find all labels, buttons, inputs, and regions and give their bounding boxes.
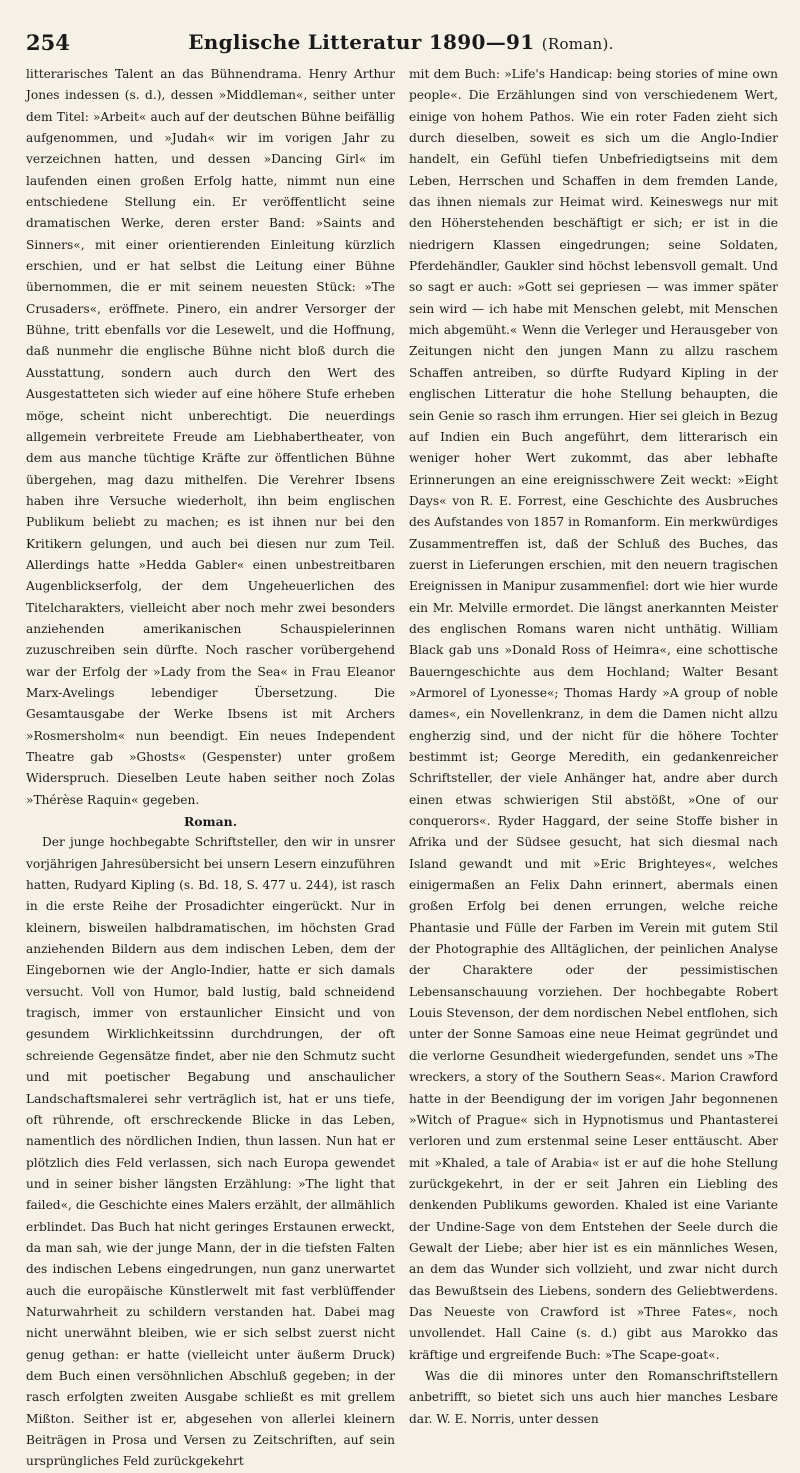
paragraph-novels: mit dem Buch: »Life's Handicap: being stories of mine own people«. Die Erzählungen sind von verschiedenem Wert, einige von hohem Pathos. Wie ein roter Faden zieht sich durch dieselben, soweit es sich um die Anglo-Indier handelt, ein Gefühl tiefen Unbefriedigtseins mit dem Leben, Herrschen und Schaffen in dem fremden Lande, das ihnen niemals zur Heimat wird. Keineswegs nur mit den Höherstehenden beschäftigt er sich; er ist in die niedrigern Klassen eingedrungen; seine Soldaten, Pferdehändler, Gaukler sind höchst lebensvoll gemalt. Und so sagt er auch: »Gott sei gepriesen — was immer später sein wird — ich habe mit Menschen gelebt, mit Menschen mich abgemüht.« Wenn die Verleger und Herausgeber von Zeitungen nicht den jungen Mann zu allzu raschem Schaffen antreiben, so dürfte Rudyard Kipling in der englischen Litteratur die hohe Stellung behaupten, die sein Genie so rasch ihm errungen. Hier sei gleich in Bezug auf Indien ein Buch angeführt, dem litterarisch ein weniger hoher Wert zukommt, das aber lebhafte Erinnerungen an eine ereignisschwere Zeit weckt: »Eight Days« von R. E. Forrest, eine Geschichte des Ausbruches des Aufstandes von 1857 in Romanform. Ein merkwürdiges Zusammentreffen ist, daß der Schluß des Buches, das zuerst in Lieferungen erschien, mit den neuern tragischen Ereignissen in Manipur zusammenfiel: dort wie hier wurde ein Mr. Melville ermordet. Die längst anerkannten Meister des englischen Romans waren nicht unthätig. William Black gab uns »Donald Ross of Heimra«, eine schottische Bauerngeschichte aus dem Hochland; Walter Besant »Armorel of Lyonesse«; Thomas Hardy »A group of noble dames«, ein Novellenkranz, in dem die Damen nicht allzu engherzig sind, und der nicht für die höhere Tochter bestimmt ist; George Meredith, ein gedankenreicher Schriftsteller, der viele Anhänger hat, andre aber durch einen etwas schwierigen Stil abstößt, »One of our conquerors«. Ryder Haggard, der seine Stoffe bisher in Afrika und der Südsee gesucht, hat sich diesmal nach Island gewandt und mit »Eric Brighteyes«, welches einigermaßen an Felix Dahn erinnert, abermals einen großen Erfolg bei denen errungen, welche reiche Phantasie und Fülle der Farben im Verein mit gutem Stil der Photographie des Alltäglichen, der peinlichen Analyse der Charaktere oder der pessimistischen Lebensanschauung vorziehen. Der hochbegabte Robert Louis Stevenson, der dem nordischen Nebel entflohen, sich unter der Sonne Samoas eine neue Heimat gegründet und die verlorne Gesundheit wiedergefunden, sendet uns »The wreckers, a story of the Southern Seas«. Marion Crawford hatte in der Beendigung der im vorigen Jahr begonnenen »Witch of Prague« sich in Hypnotismus und Phantasterei verloren und zum erstenmal seine Leser enttäuscht. Aber mit »Khaled, a tale of Arabia« ist er auf die hohe Stellung zurückgekehrt, in der er seit Jahren ein Liebling des denkenden Publikums geworden. Khaled ist eine Variante der Undine-Sage von dem Entstehen der Seele durch die Gewalt der Liebe; aber hier ist es ein männliches Wesen, an dem das Wunder sich vollzieht, und zwar nicht durch das Bewußtsein des Liebens, sondern des Geliebtwerdens. Das Neueste von Crawford ist »Three Fates«, noch unvollendet. Hall Caine (s. d.) gibt aus Marokko das kräftige und ergreifende Buch: »The Scape-goat«. [409, 67, 778, 1362]
running-title-subtitle: (Roman). [541, 35, 614, 53]
running-head [26, 24, 776, 58]
text-columns [26, 64, 778, 1469]
paragraph-drama: litterarisches Talent an das Bühnendrama. Henry Arthur Jones indessen (s. d.), dessen »Middleman«, seither unter dem Titel: »Arbeit« auch auf der deutschen Bühne beifällig aufgenommen, und »Judah« wir im vorigen Jahr zu verzeichnen hatten, und dessen »Dancing Girl« im laufenden einen großen Erfolg hatte, nimmt nun eine entschiedene Stellung ein. Er veröffentlicht seine dramatischen Werke, deren erster Band: »Saints and Sinners«, mit einer orientierenden Einleitung kürzlich erschien, und er hat selbst die Leitung einer Bühne übernommen, die er mit seinem neuesten Stück: »The Crusaders«, eröffnete. Pinero, ein andrer Versorger der Bühne, tritt ebenfalls vor die Lesewelt, und die Hoffnung, daß nunmehr die englische Bühne nicht bloß durch die Ausstattung, sondern auch durch den Wert des Ausgestatteten sich wieder auf eine höhere Stufe erheben möge, scheint nicht unberechtigt. Die neuerdings allgemein verbreitete Freude am Liebhabertheater, von dem aus manche tüchtige Kräfte zur öffentlichen Bühne übergehen, mag dazu mithelfen. Die Verehrer Ibsens haben ihre Versuche wiederholt, ihn beim englischen Publikum beliebt zu machen; es ist ihnen nur bei den Kritikern gelungen, und auch bei diesen nur zum Teil. Allerdings hatte »Hedda Gabler« einen unbestreitbaren Augenblickserfolg, der dem Ungeheuerlichen des Titelcharakters, vielleicht aber noch mehr zwei besonders anziehenden amerikanischen Schauspielerinnen zuzuschreiben sein dürfte. Noch rascher vorübergehend war der Erfolg der »Lady from the Sea« in Frau Eleanor Marx-Avelings lebendiger Übersetzung. Die Gesamtausgabe der Werke Ibsens ist mit Archers »Rosmersholm« nun beendigt. Ein neues Independent Theatre gab »Ghosts« (Gespenster) unter großem Widerspruch. Dieselben Leute haben seither noch Zolas »Thérèse Raquin« gegeben. [26, 67, 395, 807]
running-title-text: Englische Litteratur 1890—91 [188, 30, 535, 54]
left-column [26, 64, 395, 1469]
right-column [409, 64, 778, 1426]
paragraph-dii-minores: Was die dii minores unter den Romanschriftstellern anbetrifft, so bietet sich uns auch hier manches Lesbare dar. W. E. Norris, unter dessen [409, 1368, 778, 1426]
running-title [26, 30, 776, 54]
section-heading-roman: Roman. [183, 814, 238, 830]
page-number: 254 [26, 30, 70, 55]
paragraph-kipling: Der junge hochbegabte Schriftsteller, den wir in unsrer vorjährigen Jahresübersicht bei unsern Lesern einzuführen hatten, Rudyard Kipling (s. Bd. 18, S. 477 u. 244), ist rasch in die erste Reihe der Prosadichter eingerückt. Nur in kleinern, bisweilen halbdramatischen, im höchsten Grad anziehenden Bildern aus dem indischen Leben, dem der Eingebornen wie der Anglo-Indier, hatte er sich damals versucht. Voll von Humor, bald lustig, bald schneidend tragisch, immer von erstaunlicher Einsicht und von gesundem Wirklichkeitssinn durchdrungen, der oft schreiende Gegensätze findet, aber nie den Schmutz sucht und mit poetischer Begabung und anschaulicher Landschaftsmalerei sehr verträglich ist, hat er uns tiefe, oft rührende, oft erschreckende Blicke in das Leben, namentlich des nördlichen Indien, thun lassen. Nun hat er plötzlich dies Feld verlassen, sich nach Europa gewendet und in seiner bisher längsten Erzählung: »The light that failed«, die Geschichte eines Malers erzählt, der allmählich erblindet. Das Buch hat nicht geringes Erstaunen erweckt, da man sah, wie der junge Mann, der in die tiefsten Falten des indischen Lebens eingedrungen, nun ganz unerwartet auch die europäische Künstlerwelt mit fast verblüffender Naturwahrheit zu schildern verstanden hat. Dabei mag nicht unerwähnt bleiben, wie er sich selbst zuerst nicht genug gethan: er hatte (vielleicht unter äußerm Druck) dem Buch einen versöhnlichen Abschluß gegeben; in der rasch erfolgten zweiten Ausgabe schließt es mit grellem Mißton. Seither ist er, abgesehen von allerlei kleinern Beiträgen in Prosa und Versen zu Zeitschriften, auf sein ursprüngliches Feld zurückgekehrt [26, 835, 395, 1469]
